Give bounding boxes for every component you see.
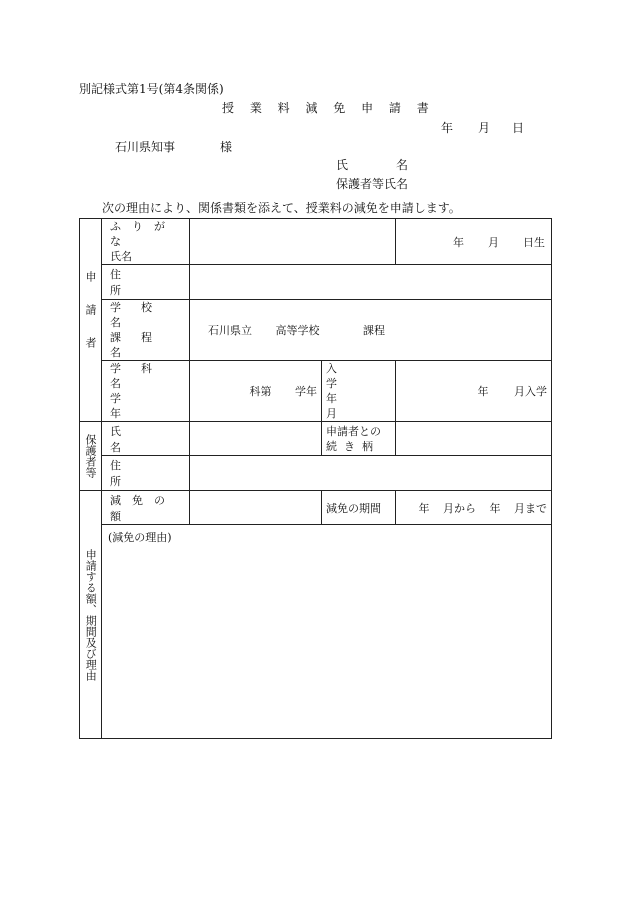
form-title: 授 業 料 減 免 申 請 書: [222, 101, 435, 115]
amount-field[interactable]: [190, 491, 322, 525]
guardian-name-label: 保護者等氏名: [336, 177, 409, 191]
intro-text: 次の理由により、関係書類を添えて、授業料の減免を申請します。: [102, 201, 461, 215]
applicant-name-label-1: 氏: [336, 158, 349, 172]
applicant-address-field[interactable]: [190, 265, 552, 300]
date-month-label: 月: [478, 121, 491, 135]
applicant-section-label: 申請者: [80, 219, 102, 422]
form-number: 別記様式第1号(第4条関係): [79, 82, 224, 96]
date-year-label: 年: [441, 121, 454, 135]
amount-label: 減免の額: [102, 491, 190, 525]
dept-grade-field[interactable]: 科第 学年: [190, 361, 322, 422]
school-course-field[interactable]: 石川県立 高等学校 課程: [190, 300, 552, 361]
addressee: 石川県知事: [115, 140, 176, 154]
school-course-label: 学校名 課程名: [102, 300, 190, 361]
date-day-label: 日: [512, 121, 525, 135]
reason-label: (減免の理由): [108, 531, 172, 544]
guardian-section-label: 保護者等: [80, 422, 102, 491]
request-section-label: 申請する額、期間及び理由: [80, 491, 102, 739]
applicant-address-label: 住所: [102, 265, 190, 300]
furigana-name-label: ふりがな 氏名: [102, 219, 190, 265]
reason-field[interactable]: [102, 525, 552, 739]
enrollment-label: 入学 年月: [322, 361, 396, 422]
application-form-table: [79, 218, 552, 739]
guardian-name-field[interactable]: [190, 422, 322, 456]
relation-label: 申請者との 続き柄: [322, 422, 396, 456]
guardian-address-field[interactable]: [190, 456, 552, 491]
birth-date-field[interactable]: 年 月 日生: [396, 219, 552, 265]
guardian-name-label: 氏名: [102, 422, 190, 456]
period-label: 減免の期間: [322, 491, 396, 525]
applicant-name-label-2: 名: [396, 158, 409, 172]
dept-grade-label: 学科名 学年: [102, 361, 190, 422]
guardian-address-label: 住所: [102, 456, 190, 491]
applicant-name-field[interactable]: [190, 219, 396, 265]
enrollment-date-field[interactable]: 年 月入学: [396, 361, 552, 422]
relation-field[interactable]: [396, 422, 552, 456]
honorific: 様: [220, 140, 233, 154]
period-field[interactable]: 年 月から 年 月まで: [396, 491, 552, 525]
